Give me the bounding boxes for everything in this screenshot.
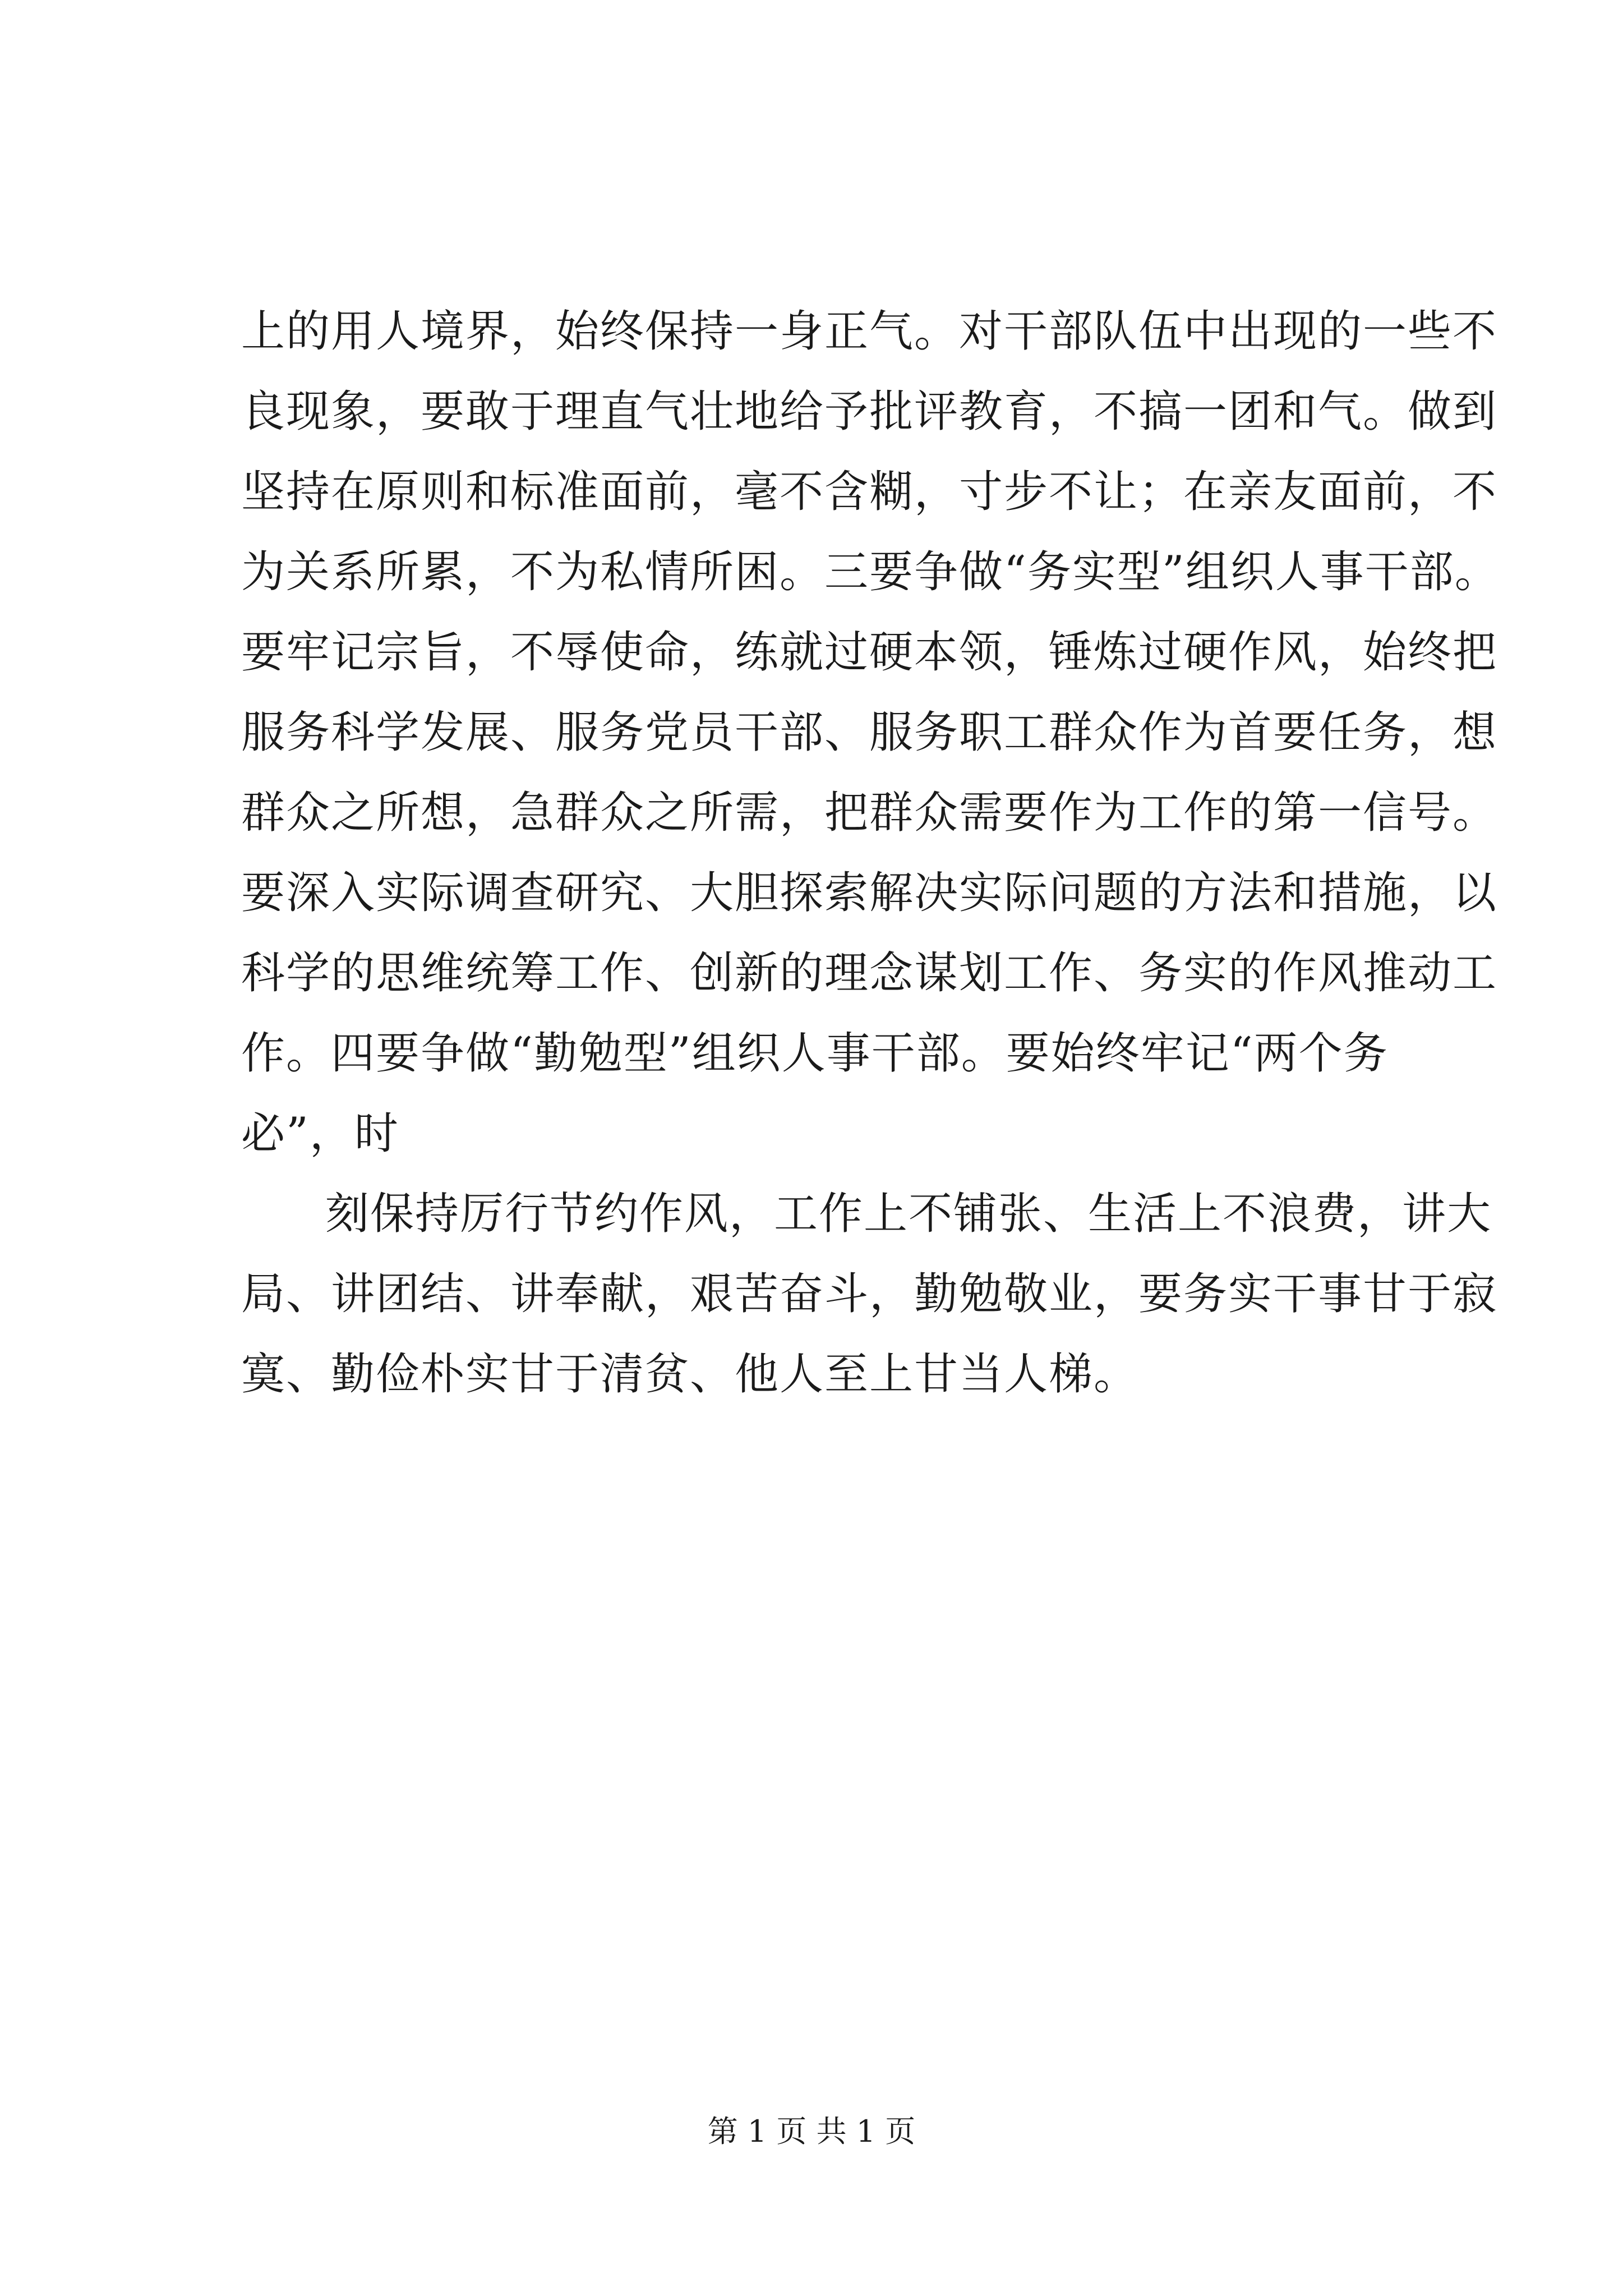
text-line: 坚持在原则和标准面前，毫不含糊，寸步不让；在亲友面前，不 bbox=[241, 467, 1498, 517]
text-line: 服务科学发展、服务党员干部、服务职工群众作为首要任务，想 bbox=[241, 707, 1498, 758]
text-line: 科学的思维统筹工作、创新的理念谋划工作、务实的作风推动工 bbox=[241, 948, 1498, 999]
text-line: 局、讲团结、讲奉献，艰苦奋斗，勤勉敬业，要务实干事甘于寂 bbox=[241, 1269, 1498, 1319]
text-line: 作。四要争做“勤勉型”组织人事干部。要始终牢记“两个务 bbox=[241, 1028, 1389, 1079]
text-line: 为关系所累，不为私情所困。三要争做“务实型”组织人事干部。 bbox=[241, 547, 1500, 597]
text-line: 良现象，要敢于理直气壮地给予批评教育，不搞一团和气。做到 bbox=[241, 386, 1498, 437]
text-line: 上的用人境界，始终保持一身正气。对干部队伍中出现的一些不 bbox=[241, 306, 1498, 357]
text-line: 寞、勤俭朴实甘于清贫、他人至上甘当人梯。 bbox=[241, 1349, 1139, 1400]
page-number-footer: 第 1 页 共 1 页 bbox=[707, 2114, 916, 2149]
body-text bbox=[241, 292, 1500, 1415]
text-line: 群众之所想，急群众之所需，把群众需要作为工作的第一信号。 bbox=[241, 788, 1498, 838]
paragraph-first-line: 刻保持厉行节约作风，工作上不铺张、生活上不浪费，讲大 bbox=[325, 1189, 1492, 1239]
text-line: 要牢记宗旨，不辱使命，练就过硬本领，锤炼过硬作风，始终把 bbox=[241, 627, 1498, 678]
text-line: 要深入实际调查研究、大胆探索解决实际问题的方法和措施，以 bbox=[241, 868, 1498, 918]
text-line: 必”，时 bbox=[241, 1108, 399, 1159]
